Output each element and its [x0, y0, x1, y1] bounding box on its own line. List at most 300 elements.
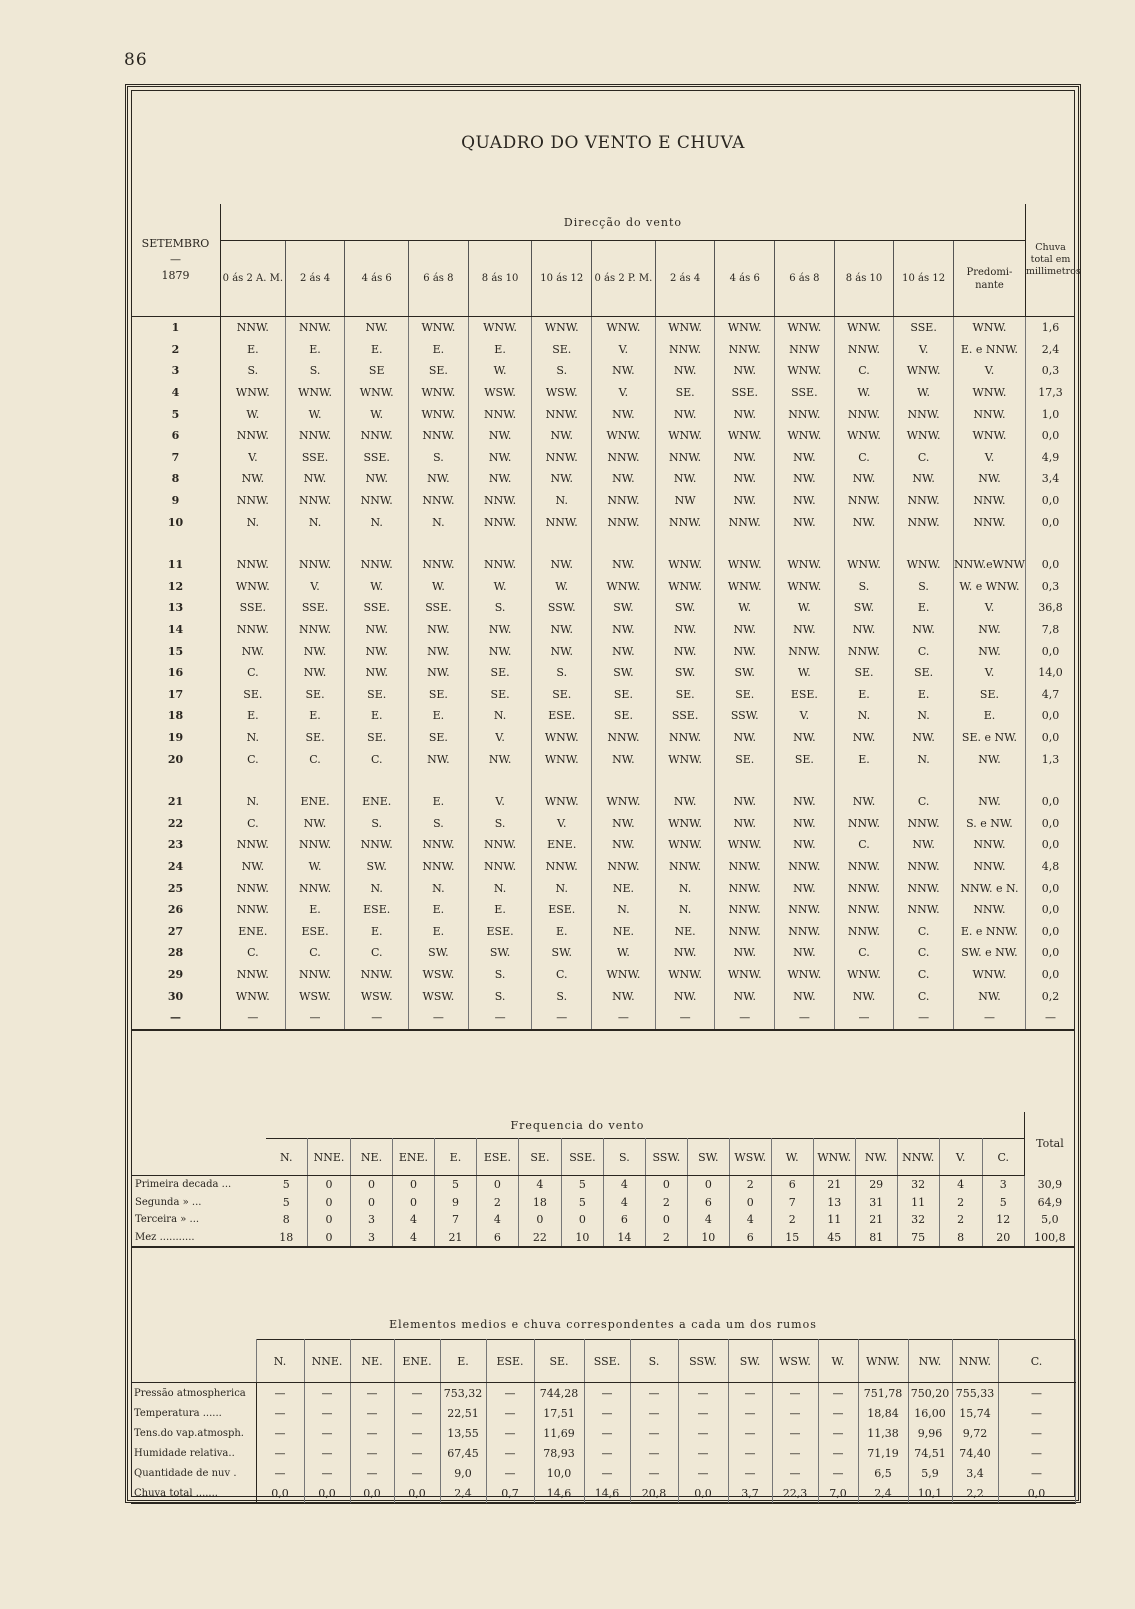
wind-cell: WNW. [834, 554, 894, 576]
dash-cell: — [285, 1007, 345, 1030]
day-cell: 7 [131, 447, 220, 469]
wind-cell: NNW. [834, 899, 894, 921]
gap-cell [220, 533, 285, 554]
element-cell: — [818, 1463, 858, 1483]
wind-cell: NW. [409, 619, 469, 641]
element-cell: — [818, 1383, 858, 1404]
wind-cell: NNW. [468, 856, 532, 878]
direction-header: SW. [728, 1340, 772, 1383]
wind-cell: ESE. [532, 899, 592, 921]
day-cell: 26 [131, 899, 220, 921]
wind-cell: NW. [409, 748, 469, 770]
element-cell: — [728, 1383, 772, 1404]
wind-cell: SE. [285, 684, 345, 706]
frequency-column-row [131, 1139, 1075, 1176]
frequency-cell: 6 [687, 1194, 729, 1212]
element-cell: 16,00 [908, 1403, 952, 1423]
frequency-cell: 32 [897, 1176, 939, 1194]
wind-cell: C. [285, 942, 345, 964]
wind-cell: NNW. [345, 554, 409, 576]
wind-cell: WSW. [285, 985, 345, 1007]
wind-cell: NNW. [409, 554, 469, 576]
rain-cell: 0,2 [1025, 985, 1075, 1007]
wind-cell: SE. [345, 727, 409, 749]
frequency-cell: 0 [392, 1194, 434, 1212]
wind-cell: NW. [715, 985, 775, 1007]
dash-cell: — [345, 1007, 409, 1030]
wind-cell: WNW. [592, 317, 656, 339]
direction-header: N. [256, 1340, 304, 1383]
rain-cell: 7,8 [1025, 619, 1075, 641]
element-cell: — [304, 1423, 350, 1443]
rain-cell: 0,0 [1025, 490, 1075, 512]
frequency-cell: 0 [687, 1176, 729, 1194]
wind-cell: NW. [715, 360, 775, 382]
decade-gap-row [131, 770, 1075, 791]
rain-cell: 0,0 [1025, 964, 1075, 986]
rain-cell: 0,0 [1025, 812, 1075, 834]
wind-cell: NNW. [532, 403, 592, 425]
element-cell: 22,51 [440, 1403, 486, 1423]
wind-cell: NNW. [409, 834, 469, 856]
wind-cell: W. [834, 382, 894, 404]
row-label: Quantidade de nuv . [131, 1463, 256, 1483]
frequency-cell: 4 [729, 1211, 771, 1229]
wind-cell: NW. [953, 640, 1025, 662]
frequency-cell: 15 [771, 1229, 813, 1248]
wind-cell: NW. [532, 425, 592, 447]
wind-cell: S. [468, 597, 532, 619]
wind-cell: C. [834, 834, 894, 856]
wind-cell: E. [468, 339, 532, 361]
wind-cell: WNW. [834, 317, 894, 339]
wind-cell: NW. [834, 511, 894, 533]
wind-cell: NW. [775, 619, 835, 641]
direction-header: WNW. [813, 1139, 855, 1176]
wind-cell: NW. [285, 468, 345, 490]
wind-cell: NNW. [220, 619, 285, 641]
wind-cell: NW. [345, 317, 409, 339]
wind-cell: N. [894, 748, 954, 770]
wind-cell: W. [220, 403, 285, 425]
gap-cell [131, 770, 220, 791]
wind-cell: N. [220, 511, 285, 533]
element-cell: — [350, 1463, 394, 1483]
wind-cell: NNW. [834, 339, 894, 361]
element-cell: 20,8 [630, 1483, 678, 1504]
frequency-cell: 6 [729, 1229, 771, 1248]
direction-header: S. [630, 1340, 678, 1383]
wind-cell: S. [409, 812, 469, 834]
direction-header: E. [440, 1340, 486, 1383]
wind-cell: S. [468, 964, 532, 986]
direction-header: ENE. [392, 1139, 434, 1176]
wind-cell: SW. [468, 942, 532, 964]
wind-cell: NNW. [468, 511, 532, 533]
total-cell: 100,8 [1024, 1229, 1075, 1248]
wind-cell: W. [345, 576, 409, 598]
wind-cell: WNW. [715, 576, 775, 598]
row-label: Mez ........... [131, 1229, 266, 1248]
wind-cell: WNW. [834, 425, 894, 447]
wind-cell: NNW. [220, 899, 285, 921]
element-cell: — [998, 1383, 1075, 1404]
wind-cell: NW. [285, 662, 345, 684]
frequency-cell: 8 [939, 1229, 982, 1248]
wind-cell: NW. [775, 985, 835, 1007]
wind-cell: NNW. [409, 856, 469, 878]
wind-cell: N. [345, 877, 409, 899]
interval-header: 4 ás 6 [715, 241, 775, 317]
wind-cell: WSW. [532, 382, 592, 404]
direction-header: NNW. [897, 1139, 939, 1176]
frequency-cell: 4 [687, 1211, 729, 1229]
wind-cell: C. [894, 791, 954, 813]
wind-cell: C. [220, 748, 285, 770]
element-cell: — [728, 1403, 772, 1423]
wind-cell: NW. [715, 812, 775, 834]
wind-cell: WNW. [592, 576, 656, 598]
element-cell: — [584, 1423, 630, 1443]
wind-cell: E. [285, 339, 345, 361]
day-cell: 2 [131, 339, 220, 361]
element-cell: 10,0 [534, 1463, 584, 1483]
wind-cell: NW. [655, 985, 715, 1007]
rain-cell: 17,3 [1025, 382, 1075, 404]
dash-cell: — [715, 1007, 775, 1030]
wind-cell: NW. [775, 447, 835, 469]
frequency-cell: 2 [645, 1194, 687, 1212]
table-row [131, 640, 1075, 662]
element-cell: — [678, 1403, 728, 1423]
wind-cell: NNW. [834, 856, 894, 878]
gap-cell [775, 770, 835, 791]
frequency-cell: 0 [645, 1211, 687, 1229]
wind-cell: SW. [532, 942, 592, 964]
wind-cell: NW. [655, 468, 715, 490]
day-cell: 10 [131, 511, 220, 533]
element-cell: — [630, 1383, 678, 1404]
dash-cell: — [834, 1007, 894, 1030]
element-cell: 2,2 [952, 1483, 998, 1504]
wind-cell: SE. [468, 662, 532, 684]
element-cell: 0,0 [998, 1483, 1075, 1504]
element-cell: 2,4 [440, 1483, 486, 1504]
dash-cell: — [592, 1007, 656, 1030]
frequency-cell: 20 [982, 1229, 1024, 1248]
wind-cell: SSE. [409, 597, 469, 619]
wind-cell: NNW. [220, 834, 285, 856]
wind-cell: WNW. [532, 727, 592, 749]
wind-cell: W. e WNW. [953, 576, 1025, 598]
wind-cell: NNW. [532, 447, 592, 469]
gap-cell [1025, 770, 1075, 791]
frequency-cell: 4 [476, 1211, 518, 1229]
element-cell: 78,93 [534, 1443, 584, 1463]
wind-cell: NW. [345, 619, 409, 641]
gap-cell [285, 533, 345, 554]
table-frame [125, 84, 1081, 1503]
wind-cell: WNW. [834, 964, 894, 986]
wind-cell: C. [220, 662, 285, 684]
day-cell: 25 [131, 877, 220, 899]
frequency-cell: 0 [729, 1194, 771, 1212]
wind-cell: NW. [409, 468, 469, 490]
wind-cell: SE. [285, 727, 345, 749]
wind-cell: SW. [409, 942, 469, 964]
table-row [131, 662, 1075, 684]
day-cell: 3 [131, 360, 220, 382]
wind-cell: WNW. [775, 576, 835, 598]
wind-cell: NNW. [220, 554, 285, 576]
wind-cell: NNW. [715, 856, 775, 878]
wind-cell: SSE. [285, 597, 345, 619]
wind-cell: E. [409, 920, 469, 942]
element-cell: — [256, 1463, 304, 1483]
wind-cell: NW. [715, 490, 775, 512]
day-cell: 13 [131, 597, 220, 619]
wind-cell: NE. [592, 920, 656, 942]
element-cell: 18,84 [858, 1403, 908, 1423]
element-cell: — [998, 1443, 1075, 1463]
element-cell: — [630, 1403, 678, 1423]
table-row [131, 360, 1075, 382]
frequency-cell: 5 [561, 1176, 603, 1194]
day-cell: 17 [131, 684, 220, 706]
wind-cell: NNW. [285, 425, 345, 447]
wind-cell: SW. [345, 856, 409, 878]
wind-cell: NNW. [834, 920, 894, 942]
element-cell: 0,0 [256, 1483, 304, 1504]
frequency-cell: 12 [982, 1211, 1024, 1229]
row-label: Humidade relativa.. [131, 1443, 256, 1463]
interval-header: 2 ás 4 [285, 241, 345, 317]
wind-cell: NNW. [468, 490, 532, 512]
wind-cell: E. [953, 705, 1025, 727]
element-cell: — [998, 1403, 1075, 1423]
wind-cell: NNW. [775, 899, 835, 921]
element-cell: 10,1 [908, 1483, 952, 1504]
wind-cell: NW. [468, 468, 532, 490]
frequency-cell: 3 [982, 1176, 1024, 1194]
wind-cell: C. [834, 360, 894, 382]
gap-cell [345, 533, 409, 554]
element-cell: — [772, 1383, 818, 1404]
direction-header: NNE. [307, 1139, 350, 1176]
element-cell: 0,0 [350, 1483, 394, 1504]
wind-cell: ENE. [345, 791, 409, 813]
wind-cell: V. [592, 339, 656, 361]
day-cell: 28 [131, 942, 220, 964]
day-cell: 20 [131, 748, 220, 770]
wind-cell: NW. [220, 856, 285, 878]
wind-cell: NNW. [894, 490, 954, 512]
wind-cell: E. [834, 748, 894, 770]
frequency-cell: 21 [855, 1211, 897, 1229]
table-row [131, 511, 1075, 533]
wind-cell: NW. [532, 468, 592, 490]
element-cell: — [394, 1383, 440, 1404]
interval-header: 0 ás 2 P. M. [592, 241, 656, 317]
day-cell: 29 [131, 964, 220, 986]
wind-cell: C. [894, 447, 954, 469]
wind-cell: NW. [468, 447, 532, 469]
wind-cell: V. [285, 576, 345, 598]
frequency-section-header: Frequencia do vento [510, 1118, 645, 1132]
table-row [131, 899, 1075, 921]
wind-cell: V. [953, 597, 1025, 619]
interval-header: 8 ás 10 [468, 241, 532, 317]
wind-cell: NNW. [953, 899, 1025, 921]
wind-cell: WNW. [409, 382, 469, 404]
wind-cell: NW. [953, 619, 1025, 641]
direction-header: NNW. [952, 1340, 998, 1383]
rain-cell: 0,0 [1025, 791, 1075, 813]
wind-cell: NNW. [953, 856, 1025, 878]
rain-cell: 3,4 [1025, 468, 1075, 490]
frequency-cell: 8 [266, 1211, 308, 1229]
year-label: 1879 [161, 269, 190, 282]
direction-header: NW. [908, 1340, 952, 1383]
element-cell: 0,0 [678, 1483, 728, 1504]
wind-cell: SW. [592, 662, 656, 684]
element-cell: — [818, 1423, 858, 1443]
wind-cell: NW. [775, 490, 835, 512]
wind-cell: NNW. [775, 403, 835, 425]
wind-table-body [131, 317, 1075, 1030]
wind-cell: SE. [409, 727, 469, 749]
wind-cell: NW. [468, 425, 532, 447]
element-cell: 14,6 [534, 1483, 584, 1504]
wind-cell: NW. [775, 812, 835, 834]
wind-cell: C. [834, 942, 894, 964]
element-cell: 3,7 [728, 1483, 772, 1504]
interval-header: 6 ás 8 [409, 241, 469, 317]
decade-gap-row [131, 533, 1075, 554]
frequency-cell: 5 [266, 1176, 308, 1194]
wind-cell: V. [532, 812, 592, 834]
interval-header: 8 ás 10 [834, 241, 894, 317]
wind-cell: E. e NNW. [953, 920, 1025, 942]
wind-cell: SE. [409, 684, 469, 706]
wind-cell: WSW. [345, 985, 409, 1007]
dash-cell: — [409, 1007, 469, 1030]
day-cell: 15 [131, 640, 220, 662]
wind-cell: WNW. [953, 425, 1025, 447]
frequency-cell: 45 [813, 1229, 855, 1248]
day-cell: 19 [131, 727, 220, 749]
element-cell: 9,0 [440, 1463, 486, 1483]
wind-cell: W. [345, 403, 409, 425]
wind-cell: NW. [775, 511, 835, 533]
header-rule: — [169, 253, 181, 266]
table-row [131, 597, 1075, 619]
wind-cell: SW. [715, 662, 775, 684]
dash-cell: — [468, 1007, 532, 1030]
dash-cell: — [220, 1007, 285, 1030]
rain-cell: 4,8 [1025, 856, 1075, 878]
table-row [131, 877, 1075, 899]
frequency-cell: 18 [266, 1229, 308, 1248]
wind-cell: N. [409, 877, 469, 899]
wind-cell: WNW. [468, 317, 532, 339]
wind-cell: NNW. [894, 877, 954, 899]
frequency-cell: 7 [771, 1194, 813, 1212]
direction-header: SE. [534, 1340, 584, 1383]
element-cell: — [772, 1463, 818, 1483]
frequency-cell: 0 [392, 1176, 434, 1194]
rain-cell: 4,9 [1025, 447, 1075, 469]
wind-cell: C. [894, 640, 954, 662]
element-cell: 0,0 [304, 1483, 350, 1504]
direction-header: W. [818, 1340, 858, 1383]
direction-header: W. [771, 1139, 813, 1176]
wind-cell: NNW. [655, 511, 715, 533]
wind-cell: C. [345, 942, 409, 964]
table-row [131, 964, 1075, 986]
table-row [131, 1463, 1075, 1483]
gap-cell [285, 770, 345, 791]
rain-cell: 1,0 [1025, 403, 1075, 425]
wind-cell: WNW. [894, 425, 954, 447]
element-cell: — [728, 1423, 772, 1443]
table-row [131, 317, 1075, 339]
wind-cell: NW. [655, 791, 715, 813]
table-row [131, 339, 1075, 361]
wind-cell: NNW [775, 339, 835, 361]
element-cell: 9,72 [952, 1423, 998, 1443]
direction-header: SSE. [584, 1340, 630, 1383]
wind-cell: NW. [775, 942, 835, 964]
wind-cell: SE. [409, 360, 469, 382]
frequency-cell: 4 [518, 1176, 561, 1194]
elements-section-header: Elementos medios e chuva correspondentes a cada um dos rumos [389, 1317, 817, 1331]
wind-cell: NW. [345, 662, 409, 684]
table-row [131, 684, 1075, 706]
day-cell: 5 [131, 403, 220, 425]
wind-cell: WNW. [345, 382, 409, 404]
wind-cell: SE. [894, 662, 954, 684]
day-cell: 12 [131, 576, 220, 598]
direction-header: NE. [351, 1139, 393, 1176]
wind-cell: NNW. [775, 856, 835, 878]
element-cell: — [304, 1443, 350, 1463]
wind-cell: S. [834, 576, 894, 598]
frequency-cell: 6 [476, 1229, 518, 1248]
gap-cell [409, 533, 469, 554]
frequency-cell: 4 [392, 1211, 434, 1229]
wind-cell: W. [894, 382, 954, 404]
table-row [131, 490, 1075, 512]
wind-cell: WNW. [775, 964, 835, 986]
wind-cell: WNW. [715, 317, 775, 339]
wind-cell: WNW. [285, 382, 345, 404]
gap-cell [592, 533, 656, 554]
gap-cell [834, 770, 894, 791]
wind-cell: V. [468, 727, 532, 749]
wind-cell: SSE. [220, 597, 285, 619]
gap-cell [532, 770, 592, 791]
wind-cell: NW. [953, 985, 1025, 1007]
wind-cell: NW. [592, 748, 656, 770]
table-row [131, 576, 1075, 598]
element-cell: 14,6 [584, 1483, 630, 1504]
dash-cell: — [894, 1007, 954, 1030]
day-cell: 21 [131, 791, 220, 813]
element-cell: — [630, 1423, 678, 1443]
gap-cell [894, 770, 954, 791]
day-cell: 14 [131, 619, 220, 641]
